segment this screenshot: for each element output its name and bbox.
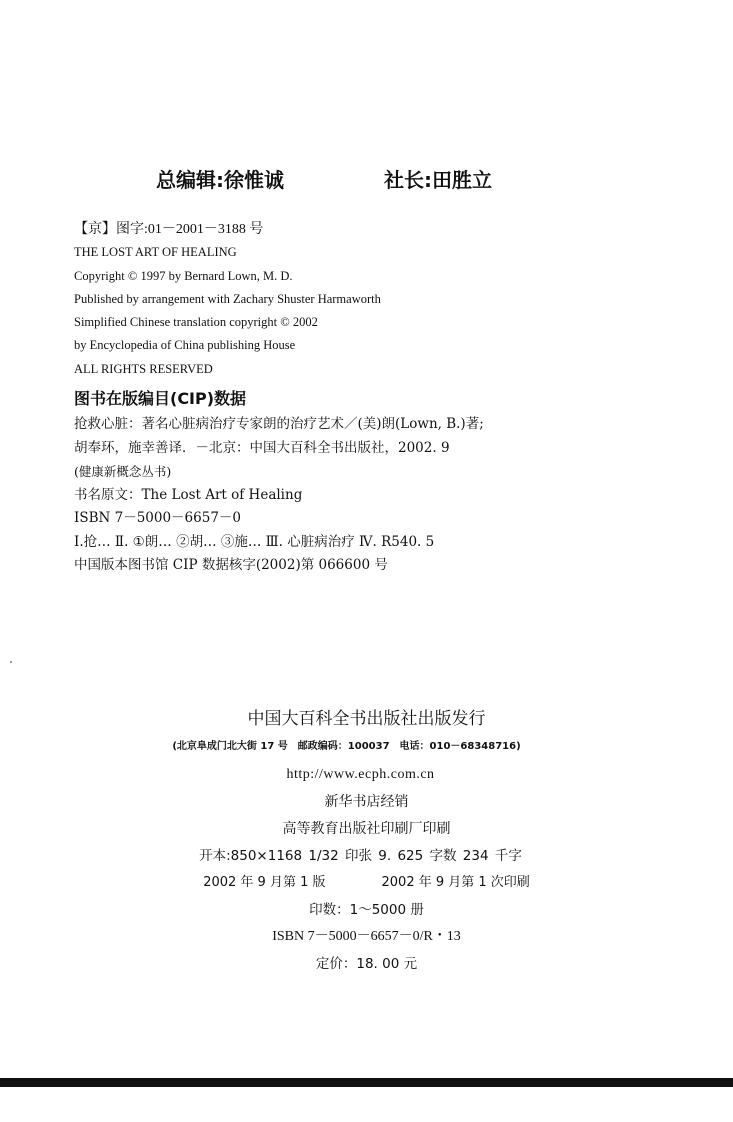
- distributor-line: 新华书店经销: [324, 794, 409, 810]
- print-run: 印数：1～5000 册: [309, 902, 424, 918]
- president: 社长:田胜立: [384, 168, 492, 192]
- cip-line: (健康新概念丛书): [74, 464, 172, 479]
- isbn-classification: ISBN 7－5000－6657－0/R・13: [272, 929, 461, 944]
- format-specs: 开本:850×1168 1/32 印张 9. 625 字数 234 千字: [199, 848, 522, 864]
- publisher-notice: by Encyclopedia of China publishing House: [74, 338, 296, 353]
- editors-line: [0, 165, 733, 195]
- translation-copyright: Simplified Chinese translation copyright © 2002: [74, 315, 318, 330]
- cip-line: 书名原文：The Lost Art of Healing: [74, 486, 303, 503]
- cip-line: 胡奉环，施幸善译．－北京：中国大百科全书出版社，2002. 9: [74, 439, 450, 456]
- printing-date: 2002 年 9 月第 1 次印刷: [381, 875, 530, 890]
- cip-line: 中国版本图书馆 CIP 数据核字(2002)第 066600 号: [74, 557, 388, 573]
- original-title: THE LOST ART OF HEALING: [74, 245, 237, 260]
- rights-reserved: ALL RIGHTS RESERVED: [74, 361, 213, 376]
- scan-speck: [10, 661, 12, 663]
- cip-heading: 图书在版编目(CIP)数据: [74, 389, 247, 408]
- cip-block: [74, 413, 484, 578]
- copyright-registration: 【京】图字:01－2001－3188 号: [74, 222, 264, 237]
- copyright-notice: Copyright © 1997 by Bernard Lown, M. D.: [74, 268, 293, 283]
- chief-editor: 总编辑:徐惟诚: [156, 168, 284, 192]
- price-line: 定价：18. 00 元: [315, 956, 418, 972]
- bottom-rule: [0, 1078, 733, 1087]
- publisher-address: (北京阜成门北大街 17 号 邮政编码：100037 电话：010－68348716): [172, 741, 521, 752]
- cip-line: ISBN 7－5000－6657－0: [74, 510, 241, 526]
- arrangement-notice: Published by arrangement with Zachary Shuster Harmaworth: [74, 291, 381, 306]
- edition-date: 2002 年 9 月第 1 版: [203, 875, 326, 890]
- cip-line: Ⅰ.抢… Ⅱ. ①朗… ②胡… ③施… Ⅲ. 心脏病治疗 Ⅳ. R540. 5: [74, 533, 435, 550]
- edition-line: [0, 872, 733, 894]
- publisher-line: 中国大百科全书出版社出版发行: [247, 709, 486, 729]
- copyright-block: [74, 218, 381, 381]
- cip-line: 抢救心脏：著名心脏病治疗专家朗的治疗艺术／(美)朗(Lown, B.)著;: [74, 416, 484, 432]
- printer-line: 高等教育出版社印刷厂印刷: [282, 821, 451, 837]
- publisher-website: http://www.ecph.com.cn: [286, 767, 435, 782]
